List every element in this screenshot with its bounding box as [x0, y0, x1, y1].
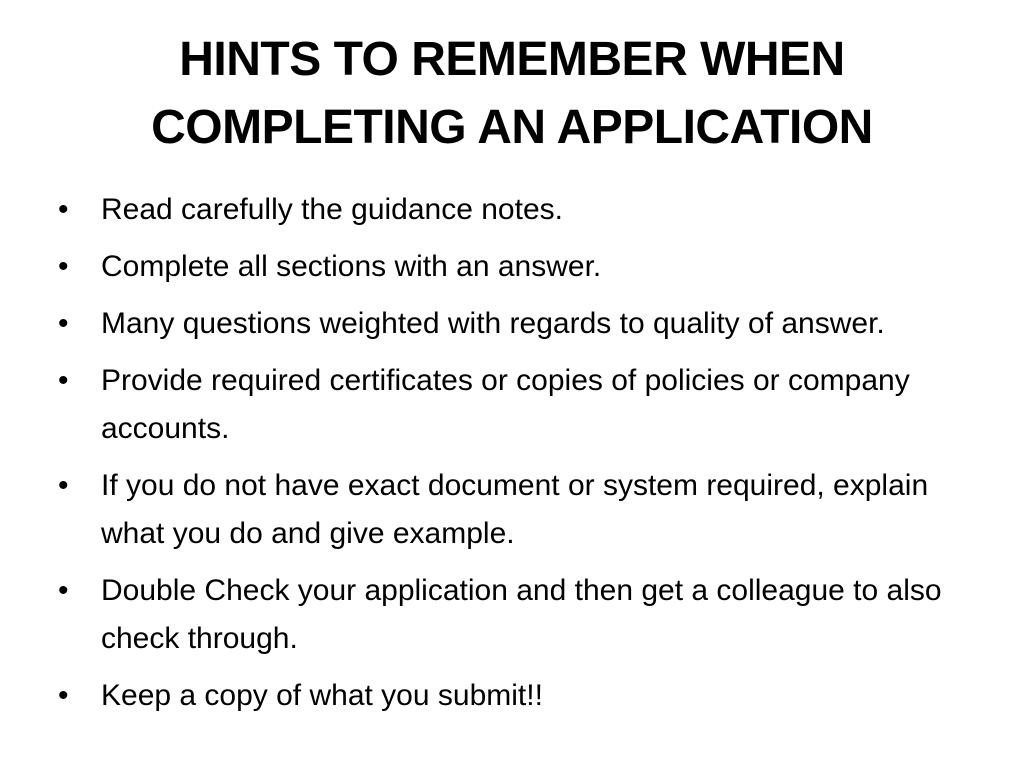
bullet-icon: • — [58, 193, 69, 226]
list-item — [58, 672, 958, 720]
bullet-icon: • — [58, 469, 69, 502]
bullet-list — [58, 186, 958, 729]
list-item — [58, 357, 958, 453]
slide-title: HINTS TO REMEMBER WHEN COMPLETING AN APPLICATION — [151, 33, 873, 154]
bullet-text: Provide required certificates or copies of policies or company accounts. — [101, 364, 910, 445]
bullet-text: If you do not have exact document or system required, explain what you do and give example. — [101, 469, 929, 550]
bullet-text: Read carefully the guidance notes. — [101, 193, 563, 226]
bullet-text: Keep a copy of what you submit!! — [101, 679, 543, 712]
list-item — [58, 186, 958, 234]
bullet-text: Complete all sections with an answer. — [101, 250, 602, 283]
bullet-text: Many questions weighted with regards to quality of answer. — [101, 307, 885, 340]
bullet-icon: • — [58, 250, 69, 283]
list-item — [58, 567, 958, 663]
bullet-icon: • — [58, 364, 69, 397]
list-item — [58, 300, 958, 348]
list-item — [58, 462, 958, 558]
bullet-icon: • — [58, 307, 69, 340]
bullet-text: Double Check your application and then get a colleague to also check through. — [101, 574, 942, 655]
list-item — [58, 243, 958, 291]
bullet-icon: • — [58, 679, 69, 712]
bullet-icon: • — [58, 574, 69, 607]
